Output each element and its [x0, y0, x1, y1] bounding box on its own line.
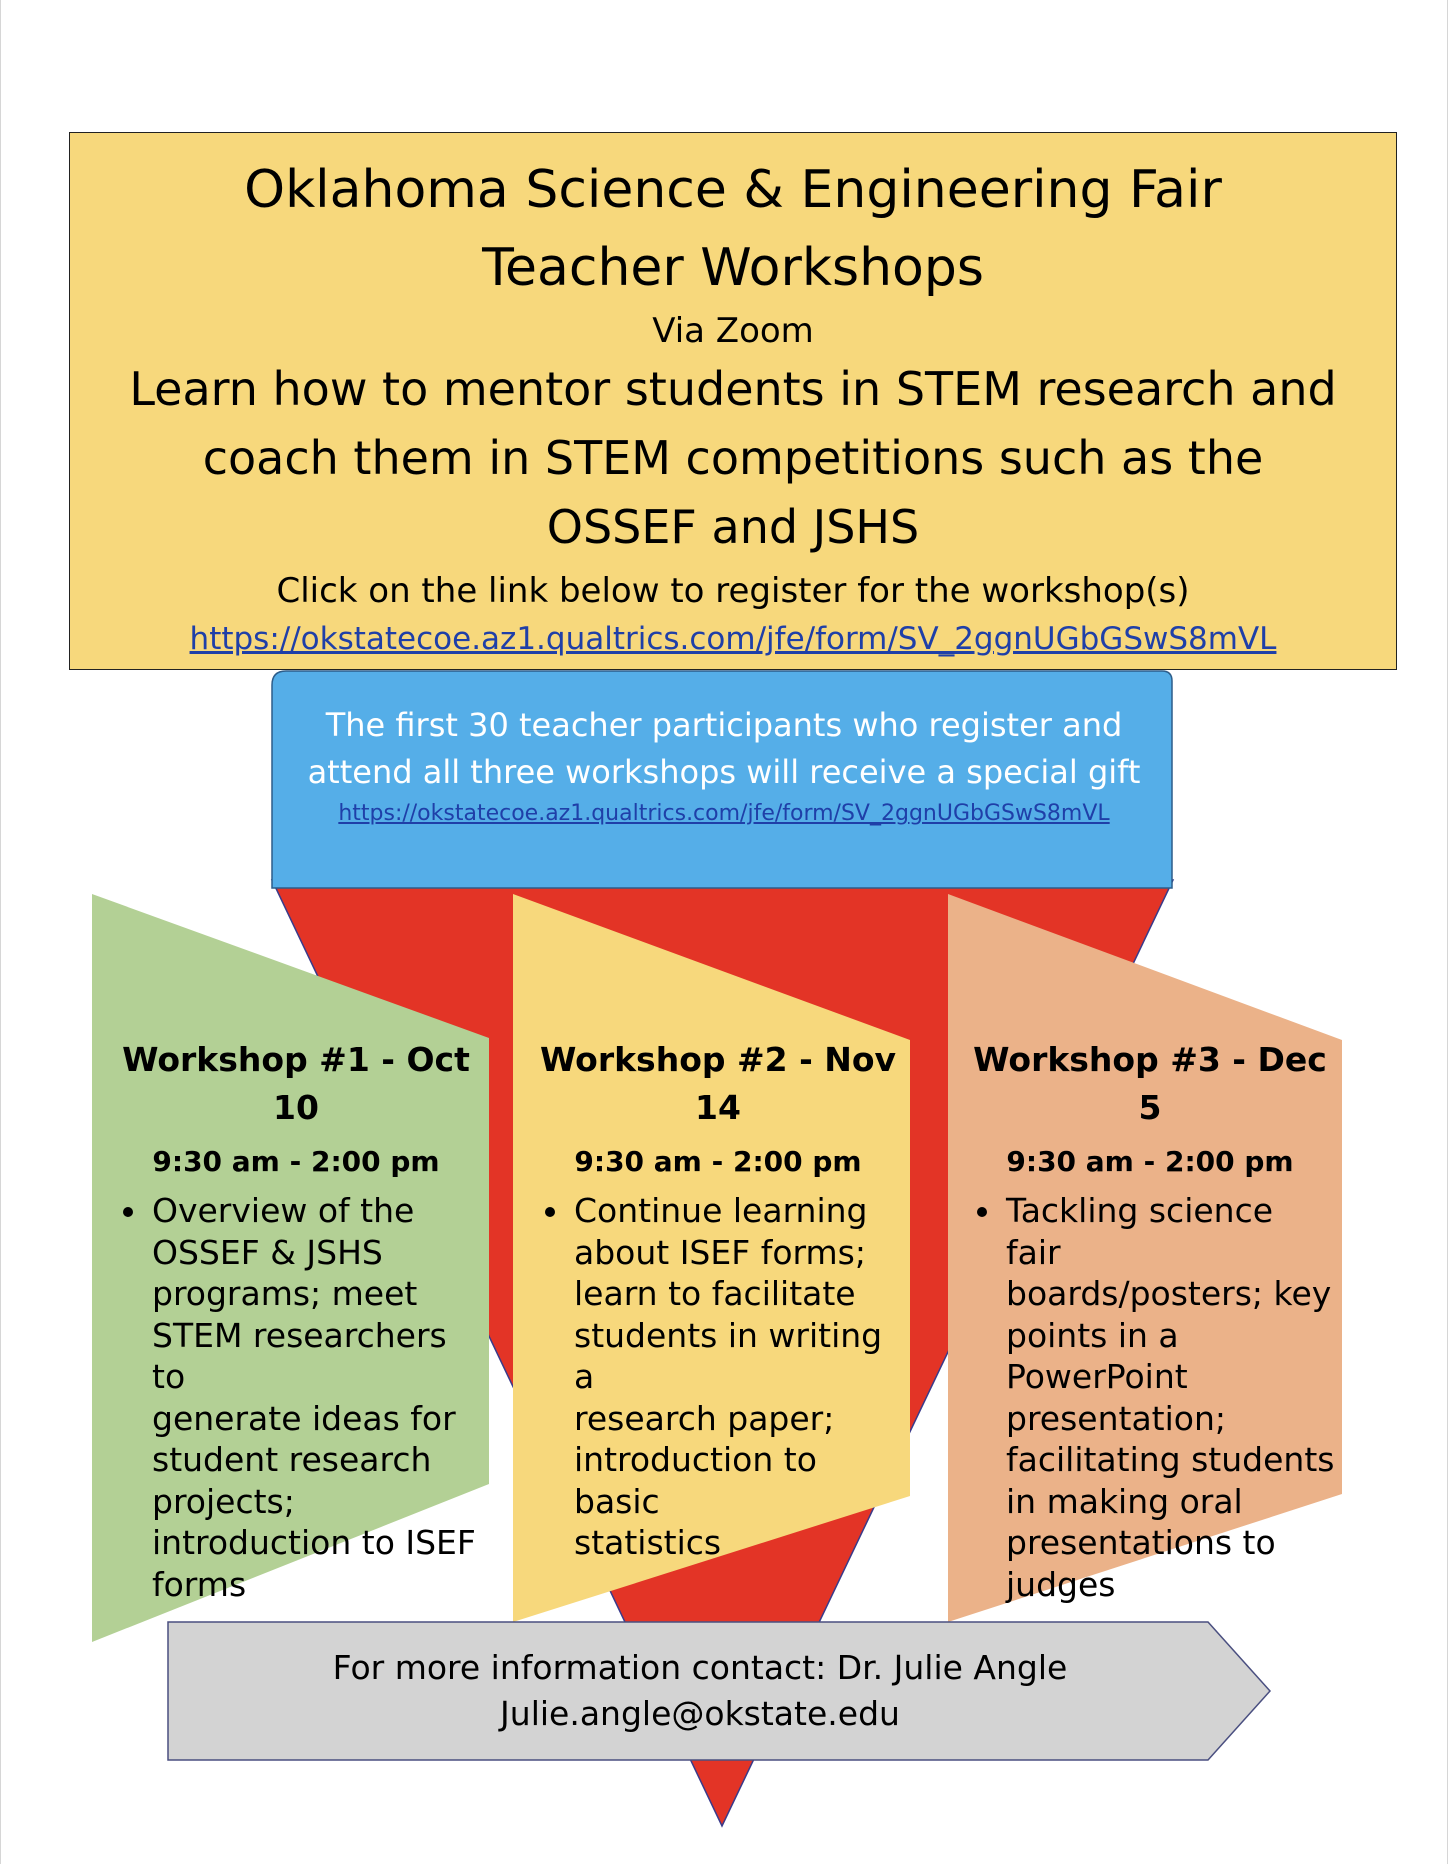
subtitle-line-3: OSSEF and JSHS: [546, 500, 920, 554]
topic-line: presentations to: [1006, 1523, 1276, 1562]
topic-line: • Overview of the: [152, 1191, 415, 1230]
topic-line: • Continue learning: [574, 1191, 868, 1230]
workshop-3-time: 9:30 am - 2:00 pm: [1006, 1145, 1294, 1178]
gift-line-1: The first 30 teacher participants who register and: [325, 706, 1123, 744]
gift-register-link[interactable]: https://okstatecoe.az1.qualtrics.com/jfe/form/SV_2ggnUGbGSwS8mVL: [338, 801, 1110, 826]
topic-line: in making oral: [1006, 1481, 1243, 1521]
topic-line: boards/posters; key: [1006, 1274, 1332, 1313]
register-link[interactable]: https://okstatecoe.az1.qualtrics.com/jfe/form/SV_2ggnUGbGSwS8mVL: [189, 621, 1277, 657]
workshop-1-time: 9:30 am - 2:00 pm: [152, 1145, 440, 1178]
topic-line: statistics: [574, 1523, 722, 1562]
topic-line: programs; meet: [152, 1274, 418, 1313]
gift-line-2: attend all three workshops will receive a special gift: [307, 753, 1141, 791]
topic-line: OSSEF & JSHS: [152, 1232, 383, 1272]
topic-line: introduction to basic: [574, 1440, 817, 1521]
topic-line: student research: [152, 1440, 432, 1479]
workshop-1-title: Workshop #1 - Oct 10: [122, 1040, 470, 1127]
contact-info: [200, 1645, 1200, 1737]
topic-line: presentation;: [1006, 1398, 1226, 1438]
header-box: [69, 132, 1397, 670]
topic-line: introduction to ISEF: [152, 1523, 476, 1562]
workshop-2-topics: [532, 1190, 904, 1564]
via-zoom-text: Via Zoom: [652, 311, 814, 351]
workshop-2-title: Workshop #2 - Nov 14: [539, 1040, 897, 1127]
topic-line: research paper;: [574, 1398, 835, 1438]
topic-line: STEM researchers to: [152, 1315, 447, 1396]
subtitle-line-1: Learn how to mentor students in STEM research and: [129, 362, 1337, 416]
topic-line: students in writing a: [574, 1315, 883, 1396]
workshop-1-card: [110, 1036, 482, 1605]
register-instructions: Click on the link below to register for the workshop(s): [276, 571, 1190, 611]
workshop-2-time: 9:30 am - 2:00 pm: [574, 1145, 862, 1178]
workshop-3-topics: [964, 1190, 1336, 1605]
workshop-2-topic-item: [572, 1190, 904, 1564]
topic-line: projects;: [152, 1481, 295, 1521]
workshop-3-topic-item: [1004, 1190, 1336, 1605]
topic-line: judges: [1006, 1564, 1116, 1604]
title-line-2: Teacher Workshops: [482, 238, 984, 298]
topic-line: about ISEF forms;: [574, 1232, 866, 1272]
contact-email[interactable]: Julie.angle@okstate.edu: [500, 1694, 900, 1733]
topic-line: generate ideas for: [152, 1398, 456, 1438]
workshop-3-title: Workshop #3 - Dec 5: [973, 1040, 1327, 1127]
topic-line: forms: [152, 1564, 247, 1604]
topic-line: facilitating students: [1006, 1440, 1335, 1479]
subtitle-line-2: coach them in STEM competitions such as the: [202, 431, 1264, 485]
workshop-1-topics: [110, 1190, 482, 1605]
contact-line-1: For more information contact: Dr. Julie Angle: [332, 1648, 1068, 1687]
workshop-1-topic-item: [150, 1190, 482, 1605]
workshop-2-card: [532, 1036, 904, 1564]
topic-line: learn to facilitate: [574, 1274, 856, 1313]
topic-line: PowerPoint: [1006, 1357, 1188, 1396]
topic-line: • Tackling science fair: [1006, 1191, 1274, 1272]
workshop-3-card: [964, 1036, 1336, 1605]
title-line-1: Oklahoma Science & Engineering Fair: [244, 160, 1222, 220]
gift-callout: [278, 702, 1170, 796]
topic-line: points in a: [1006, 1315, 1179, 1355]
